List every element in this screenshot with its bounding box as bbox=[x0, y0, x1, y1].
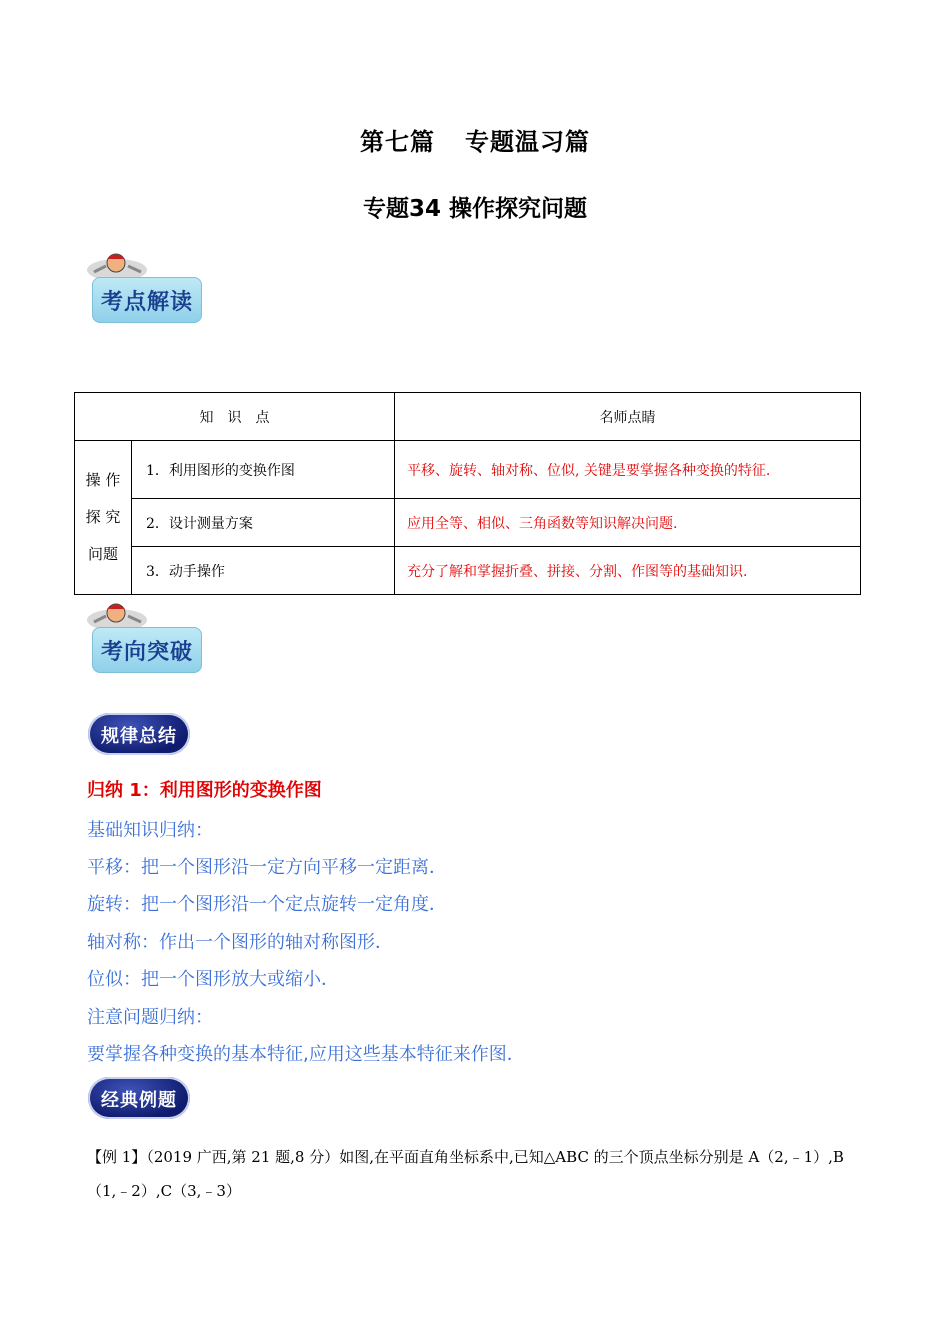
part-title-a: 第七篇 bbox=[360, 128, 435, 156]
table-tip: 平移、旋转、轴对称、位似, 关键是要掌握各种变换的特征. bbox=[395, 441, 861, 499]
category-line: 操 作 bbox=[85, 471, 121, 489]
category-cell bbox=[75, 441, 132, 595]
summary-line: 平移：把一个图形沿一定方向平移一定距离． bbox=[87, 857, 447, 878]
table-tip: 充分了解和掌握折叠、拼接、分割、作图等的基础知识. bbox=[395, 547, 861, 595]
category-line: 探 究 bbox=[85, 508, 121, 526]
topic-title: 专题34 操作探究问题 bbox=[362, 196, 587, 222]
kaodian-label: 考点解读 bbox=[100, 290, 193, 315]
summary-line: 位似：把一个图形放大或缩小． bbox=[87, 969, 339, 990]
rules-label: 规律总结 bbox=[101, 726, 177, 747]
col-tips-header: 名师点睛 bbox=[395, 393, 861, 441]
induction-heading: 归纳 1：利用图形的变换作图 bbox=[87, 780, 322, 801]
summary-line: 注意问题归纳： bbox=[87, 1007, 213, 1028]
table-item: 2．设计测量方案 bbox=[132, 499, 395, 547]
table-item: 3．动手操作 bbox=[132, 547, 395, 595]
kaoxiang-label: 考向突破 bbox=[100, 640, 193, 665]
category-line: 问题 bbox=[87, 545, 118, 563]
summary-line: 轴对称：作出一个图形的轴对称图形． bbox=[87, 932, 393, 953]
summary-line: 旋转：把一个图形沿一个定点旋转一定角度． bbox=[87, 894, 447, 915]
kaoxiang-badge bbox=[84, 600, 214, 680]
part-title-b: 专题温习篇 bbox=[465, 128, 590, 156]
summary-line: 要掌握各种变换的基本特征,应用这些基本特征来作图． bbox=[87, 1044, 525, 1065]
summary-line: 基础知识归纳： bbox=[87, 820, 213, 841]
col-knowledge-header: 知 识 点 bbox=[75, 393, 395, 441]
example-label: 【例 1】 bbox=[87, 1148, 147, 1166]
table-tip: 应用全等、相似、三角函数等知识解决问题. bbox=[395, 499, 861, 547]
kaodian-badge bbox=[84, 250, 214, 330]
example-source: （2019 广西,第 21 题,8 分） bbox=[146, 1148, 340, 1166]
rules-pill bbox=[88, 713, 190, 755]
example-1 bbox=[87, 1140, 867, 1208]
knowledge-table bbox=[74, 392, 861, 595]
example-text: 如图,在平面直角坐标系中,已知△ABC 的三个顶点坐标分别是 A（2,﹣1）,B（1,﹣2）,C（3,﹣3） bbox=[87, 1148, 844, 1200]
classic-label: 经典例题 bbox=[101, 1090, 177, 1111]
table-item: 1．利用图形的变换作图 bbox=[132, 441, 395, 499]
classic-pill bbox=[88, 1077, 190, 1119]
part-title bbox=[0, 122, 950, 157]
